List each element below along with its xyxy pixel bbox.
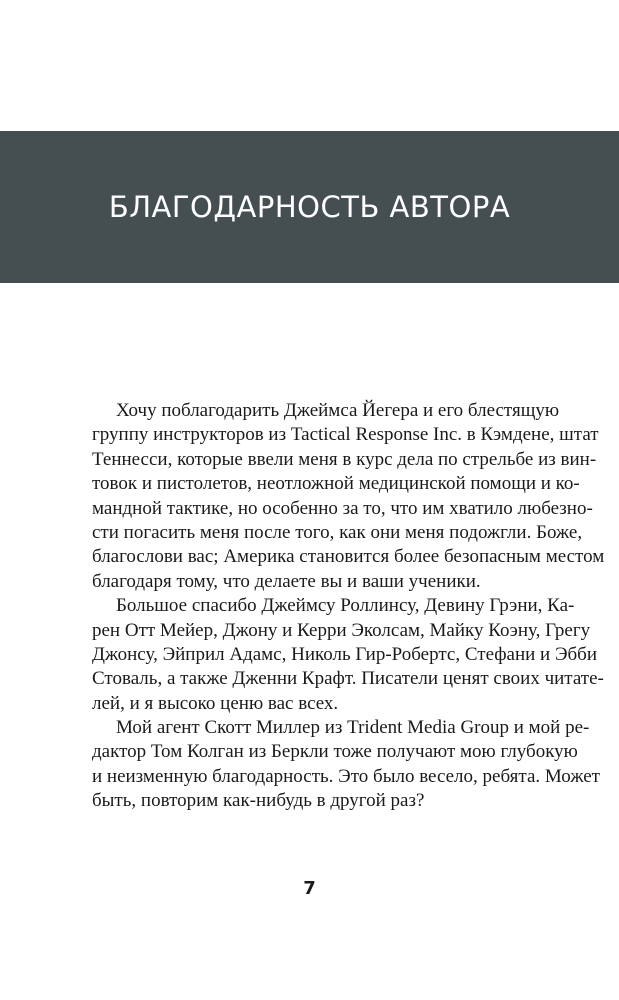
- acknowledgements-text: [92, 399, 605, 814]
- text-line: группу инструкторов из Tactical Response Inc. в Кэмдене, штат: [92, 424, 599, 446]
- chapter-title: БЛАГОДАРНОСТЬ АВТОРА: [108, 190, 511, 224]
- text-line: товок и пистолетов, неотложной медицинской помощи и ко-: [92, 473, 580, 495]
- text-line: Хочу поблагодарить Джеймса Йегера и его блестящую: [116, 400, 560, 421]
- text-line: благослови вас; Америка становится более безопасным местом: [92, 546, 605, 568]
- text-line: Мой агент Скотт Миллер из Trident Media Group и мой ре-: [116, 717, 590, 739]
- paragraph: [92, 716, 600, 814]
- page-number: 7: [303, 878, 316, 899]
- paragraph: [92, 399, 605, 594]
- chapter-header-band: [0, 131, 619, 283]
- text-line: Большое спасибо Джеймсу Роллинсу, Девину Грэни, Ка-: [116, 595, 575, 617]
- text-line: мандной тактике, но особенно за то, что им хватило любезно-: [92, 497, 593, 519]
- text-line: Стоваль, а также Дженни Крафт. Писатели ценят своих читате-: [92, 668, 604, 690]
- text-line: сти погасить меня после того, как они меня подожгли. Боже,: [92, 521, 583, 543]
- text-line: рен Отт Мейер, Джону и Керри Эколсам, Майку Коэну, Грегу: [92, 619, 591, 641]
- paragraph: [92, 594, 604, 716]
- text-line: дактор Том Колган из Беркли тоже получают мою глубокую: [92, 741, 578, 763]
- text-line: лей, и я высоко ценю вас всех.: [92, 692, 339, 714]
- text-line: Теннесси, которые ввели меня в курс дела по стрельбе из вин-: [92, 448, 597, 470]
- text-line: и неизменную благодарность. Это было весело, ребята. Может: [92, 765, 600, 787]
- text-line: благодаря тому, что делаете вы и ваши ученики.: [92, 570, 481, 592]
- text-line: быть, повторим как-нибудь в другой раз?: [92, 790, 425, 812]
- text-line: Джонсу, Эйприл Адамс, Николь Гир-Робертс, Стефани и Эбби: [92, 643, 598, 665]
